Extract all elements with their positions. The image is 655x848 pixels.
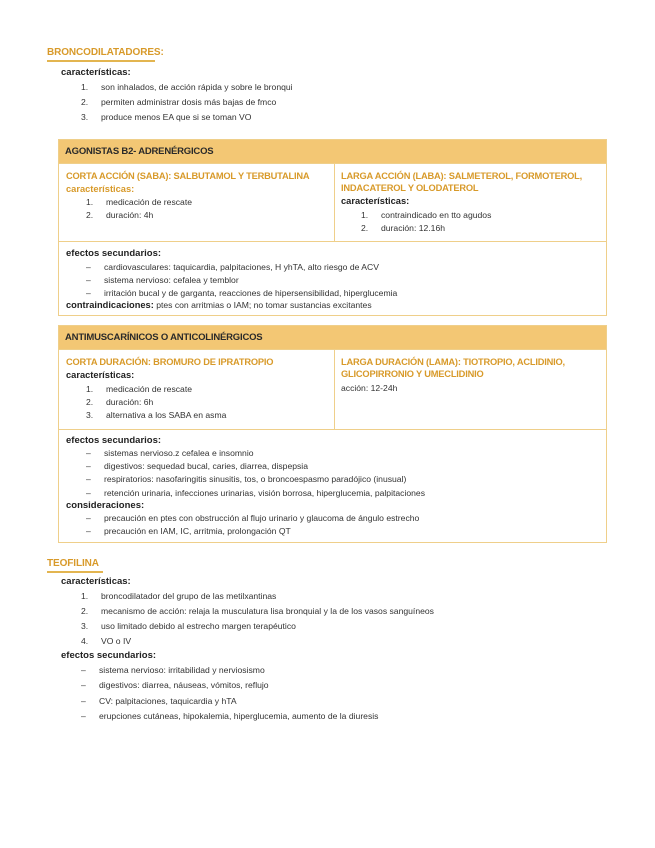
list-item: 1. broncodilatador del grupo de las metilxantinas bbox=[81, 591, 277, 601]
list-item: 1. contraindicado en tto agudos bbox=[361, 210, 492, 220]
lama-duration: acción: 12-24h bbox=[341, 383, 398, 393]
section-title-broncodilatadores bbox=[47, 47, 164, 64]
laba-list bbox=[361, 209, 491, 235]
list-item: 2. duración: 12.16h bbox=[361, 223, 446, 233]
list-item: 3. alternativa a los SABA en asma bbox=[86, 410, 227, 420]
list-item: – precaución en IAM, IC, arritmia, prolongación QT bbox=[86, 525, 419, 538]
numbered-list bbox=[81, 80, 293, 125]
section-title-text: BRONCODILATADORES: bbox=[47, 47, 164, 58]
row-divider bbox=[59, 241, 606, 242]
list-item: – CV: palpitaciones, taquicardia y hTA bbox=[81, 694, 378, 709]
subheading: características: bbox=[61, 576, 131, 587]
effects-list bbox=[81, 663, 378, 724]
list-item: 2. duración: 4h bbox=[86, 210, 154, 220]
list-item: – precaución en ptes con obstrucción al flujo urinario y glaucoma de ángulo estrecho bbox=[86, 512, 419, 525]
list-item: 4. VO o IV bbox=[81, 636, 132, 646]
title-underline bbox=[47, 571, 103, 573]
contraindications-line: contraindicaciones: ptes con arritmias o IAM; no tomar sustancias excitantes bbox=[66, 300, 372, 310]
considerations-list bbox=[86, 512, 419, 538]
effects-heading: efectos secundarios: bbox=[66, 435, 162, 446]
list-item: 2. duración: 6h bbox=[86, 397, 154, 407]
list-item: 2. permiten administrar dosis más bajas de fmco bbox=[81, 97, 277, 107]
box-agonistas-b2 bbox=[58, 139, 607, 316]
list-item: – irritación bucal y de garganta, reacciones de hipersensibilidad, hiperglucemia bbox=[86, 287, 397, 300]
list-item: – erupciones cutáneas, hipokalemia, hiperglucemia, aumento de la diuresis bbox=[81, 709, 378, 724]
lama-title: LARGA DURACIÓN (LAMA): TIOTROPIO, ACLIDINIO, GLICOPIRRONIO Y UMECLIDINIO bbox=[341, 357, 565, 379]
list-item: – cardiovasculares: taquicardia, palpitaciones, H yhTA, alto riesgo de ACV bbox=[86, 261, 397, 274]
list-item: – retención urinaria, infecciones urinarias, visión borrosa, hiperglucemia, palpitaciones bbox=[86, 487, 425, 500]
list-item: – digestivos: sequedad bucal, caries, diarrea, dispepsia bbox=[86, 460, 425, 473]
box-header: ANTIMUSCARÍNICOS O ANTICOLINÉRGICOS bbox=[59, 326, 606, 350]
list-item: 3. produce menos EA que si se toman VO bbox=[81, 112, 252, 122]
laba-subheading: características: bbox=[341, 196, 410, 206]
short-acting-title: CORTA DURACIÓN: BROMURO DE IPRATROPIO bbox=[66, 357, 274, 367]
effects-list bbox=[86, 261, 397, 301]
section-title-text: TEOFILINA bbox=[47, 558, 99, 569]
list-item: – sistema nervioso: cefalea y temblor bbox=[86, 274, 397, 287]
column-divider bbox=[334, 163, 335, 241]
effects-heading: efectos secundarios: bbox=[66, 248, 162, 259]
section-title-teofilina bbox=[47, 558, 103, 575]
list-item: 1. son inhalados, de acción rápida y sobre le bronqui bbox=[81, 82, 293, 92]
considerations-heading: consideraciones: bbox=[66, 500, 145, 511]
list-item: – sistema nervioso: irritabilidad y nerviosismo bbox=[81, 663, 378, 678]
subheading: características: bbox=[61, 67, 131, 78]
box-antimuscarinicos bbox=[58, 325, 607, 543]
saba-title: CORTA ACCIÓN (SABA): SALBUTAMOL Y TERBUTALINA bbox=[66, 171, 310, 181]
list-item: 1. medicación de rescate bbox=[86, 384, 192, 394]
row-divider bbox=[59, 429, 606, 430]
title-underline bbox=[47, 60, 155, 62]
short-acting-subheading: características: bbox=[66, 370, 135, 380]
list-item: 3. uso limitado debido al estrecho margen terapéutico bbox=[81, 621, 296, 631]
saba-subheading: características: bbox=[66, 184, 135, 194]
list-item: – sistemas nervioso.z cefalea e insomnio bbox=[86, 447, 425, 460]
list-item: 2. mecanismo de acción: relaja la musculatura lisa bronquial y la de los vasos sanguíneos bbox=[81, 606, 434, 616]
numbered-list bbox=[81, 589, 434, 649]
box-header: AGONISTAS B2- ADRENÉRGICOS bbox=[59, 140, 606, 164]
effects-list bbox=[86, 447, 425, 500]
laba-title: LARGA ACCIÓN (LABA): SALMETEROL, FORMOTEROL, INDACATEROL Y OLODATEROL bbox=[341, 171, 582, 193]
effects-heading: efectos secundarios: bbox=[61, 650, 157, 661]
short-acting-list bbox=[86, 383, 226, 422]
saba-list bbox=[86, 196, 192, 222]
list-item: – respiratorios: nasofaringitis sinusitis, tos, o broncoespasmo paradójico (inusual) bbox=[86, 473, 425, 486]
list-item: – digestivos: diarrea, náuseas, vómitos, reflujo bbox=[81, 678, 378, 693]
column-divider bbox=[334, 349, 335, 429]
list-item: 1. medicación de rescate bbox=[86, 197, 192, 207]
